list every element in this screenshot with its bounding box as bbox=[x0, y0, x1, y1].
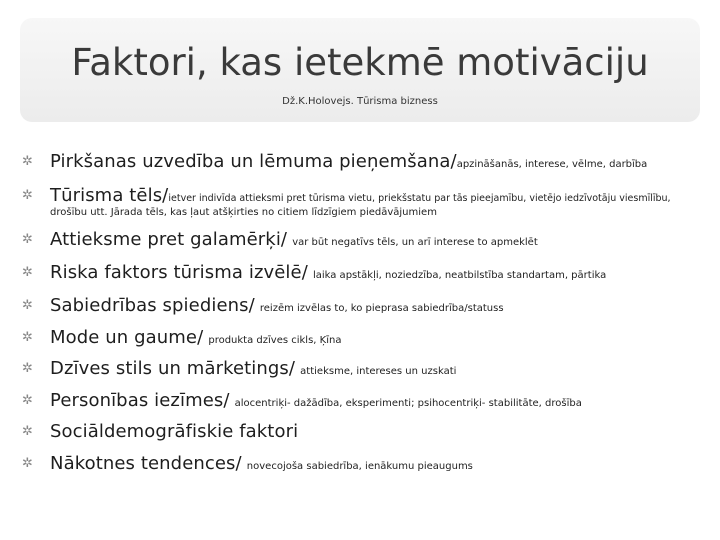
bullet-star-icon: ✲ bbox=[22, 188, 33, 203]
bullet-star-icon: ✲ bbox=[22, 393, 33, 408]
bullet-star-icon: ✲ bbox=[22, 361, 33, 376]
factor-title: Dzīves stils un mārketings/ bbox=[50, 358, 296, 379]
factor-detail: novecojoša sabiedrība, ienākumu pieaugums bbox=[246, 461, 473, 472]
factor-detail-continued: drošību utt. Jārada tēls, kas ļaut atšķirties no citiem līdzīgiem piedāvājumiem bbox=[50, 207, 437, 218]
factor-title: Attieksme pret galamērķi/ bbox=[50, 229, 288, 250]
factor-detail: var būt negatīvs tēls, un arī interese to apmeklēt bbox=[292, 237, 538, 248]
factor-detail: alocentriķi- dažādība, eksperimenti; psihocentriķi- stabilitāte, drošība bbox=[234, 398, 582, 409]
factor-title: Sociāldemogrāfiskie faktori bbox=[50, 421, 299, 442]
bullet-star-icon: ✲ bbox=[22, 232, 33, 247]
bullet-star-icon: ✲ bbox=[22, 456, 33, 471]
factor-detail: ietver indivīda attieksmi pret tūrisma vietu, priekšstatu par tās pieejamību, vietējo iedzīvotāju viesmīlību, bbox=[168, 193, 671, 204]
factor-title: Pirkšanas uzvedība un lēmuma pieņemšana/ bbox=[50, 151, 457, 172]
factor-detail: attieksme, intereses un uzskati bbox=[300, 366, 457, 377]
bullet-star-icon: ✲ bbox=[22, 424, 33, 439]
bullet-star-icon: ✲ bbox=[22, 330, 33, 345]
bullet-star-icon: ✲ bbox=[22, 154, 33, 169]
page-subtitle: Dž.K.Holovejs. Tūrisma bizness bbox=[282, 96, 438, 107]
page-title: Faktori, kas ietekmē motivāciju bbox=[71, 41, 649, 84]
factor-title: Tūrisma tēls/ bbox=[50, 185, 169, 206]
factor-title: Mode un gaume/ bbox=[50, 327, 204, 348]
factor-title: Personības iezīmes/ bbox=[50, 390, 230, 411]
factor-title: Nākotnes tendences/ bbox=[50, 453, 242, 474]
factor-title: Riska faktors tūrisma izvēlē/ bbox=[50, 262, 308, 283]
factor-detail: produkta dzīves cikls, Ķīna bbox=[208, 335, 342, 346]
factor-detail: laika apstākļi, noziedzība, neatbilstība standartam, pārtika bbox=[312, 270, 607, 281]
factor-detail: reizēm izvēlas to, ko pieprasa sabiedrība/statuss bbox=[259, 303, 504, 314]
bullet-star-icon: ✲ bbox=[22, 298, 33, 313]
factor-title: Sabiedrības spiediens/ bbox=[50, 295, 255, 316]
factor-detail: apzināšanās, interese, vēlme, darbība bbox=[456, 159, 648, 170]
bullet-star-icon: ✲ bbox=[22, 265, 33, 280]
